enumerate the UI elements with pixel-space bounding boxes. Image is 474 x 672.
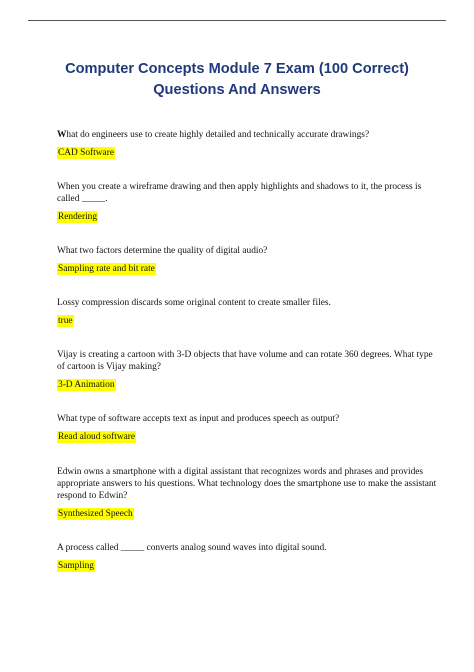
question-text: When you create a wireframe drawing and then apply highlights and shadows to it, the process is called _____.	[57, 182, 422, 204]
title-line-2: Questions And Answers	[153, 82, 321, 98]
question-text: Lossy compression discards some original content to create smaller files.	[57, 298, 331, 308]
question-lead-letter: W	[57, 130, 67, 140]
answer-highlight: 3-D Animation	[58, 380, 115, 390]
answer-highlight: CAD Software	[58, 148, 114, 158]
header-rule	[28, 20, 446, 21]
answer-highlight: Synthesized Speech	[58, 509, 133, 519]
question-text: Edwin owns a smartphone with a digital assistant that recognizes words and phrases and provides appropriate answers to his questions. What technology does the smartphone use to make the assistant respond to Edwin?	[57, 467, 437, 501]
answer-highlight: Read aloud software	[58, 432, 136, 442]
qa-item	[57, 349, 437, 391]
answer-highlight: Sampling rate and bit rate	[58, 264, 155, 274]
question-text	[57, 129, 437, 141]
question-body: hat do engineers use to create highly detailed and technically accurate drawings?	[66, 130, 370, 140]
qa-item	[57, 181, 437, 223]
qa-item	[57, 466, 437, 520]
question-text: What two factors determine the quality of digital audio?	[57, 246, 268, 256]
qa-item	[57, 129, 437, 159]
qa-item	[57, 297, 437, 327]
question-text: A process called _____ converts analog sound waves into digital sound.	[57, 543, 327, 553]
answer-highlight: Rendering	[58, 212, 98, 222]
answer-highlight: Sampling	[58, 561, 94, 571]
question-text: Vijay is creating a cartoon with 3-D objects that have volume and can rotate 360 degrees. What type of cartoon is Vijay making?	[57, 350, 433, 372]
qa-item	[57, 542, 437, 572]
qa-item	[57, 245, 437, 275]
qa-item	[57, 413, 437, 443]
question-text: What type of software accepts text as input and produces speech as output?	[57, 414, 340, 424]
title-line-1: Computer Concepts Module 7 Exam (100 Correct)	[65, 61, 409, 77]
document-title	[40, 59, 434, 101]
answer-highlight: true	[58, 316, 73, 326]
